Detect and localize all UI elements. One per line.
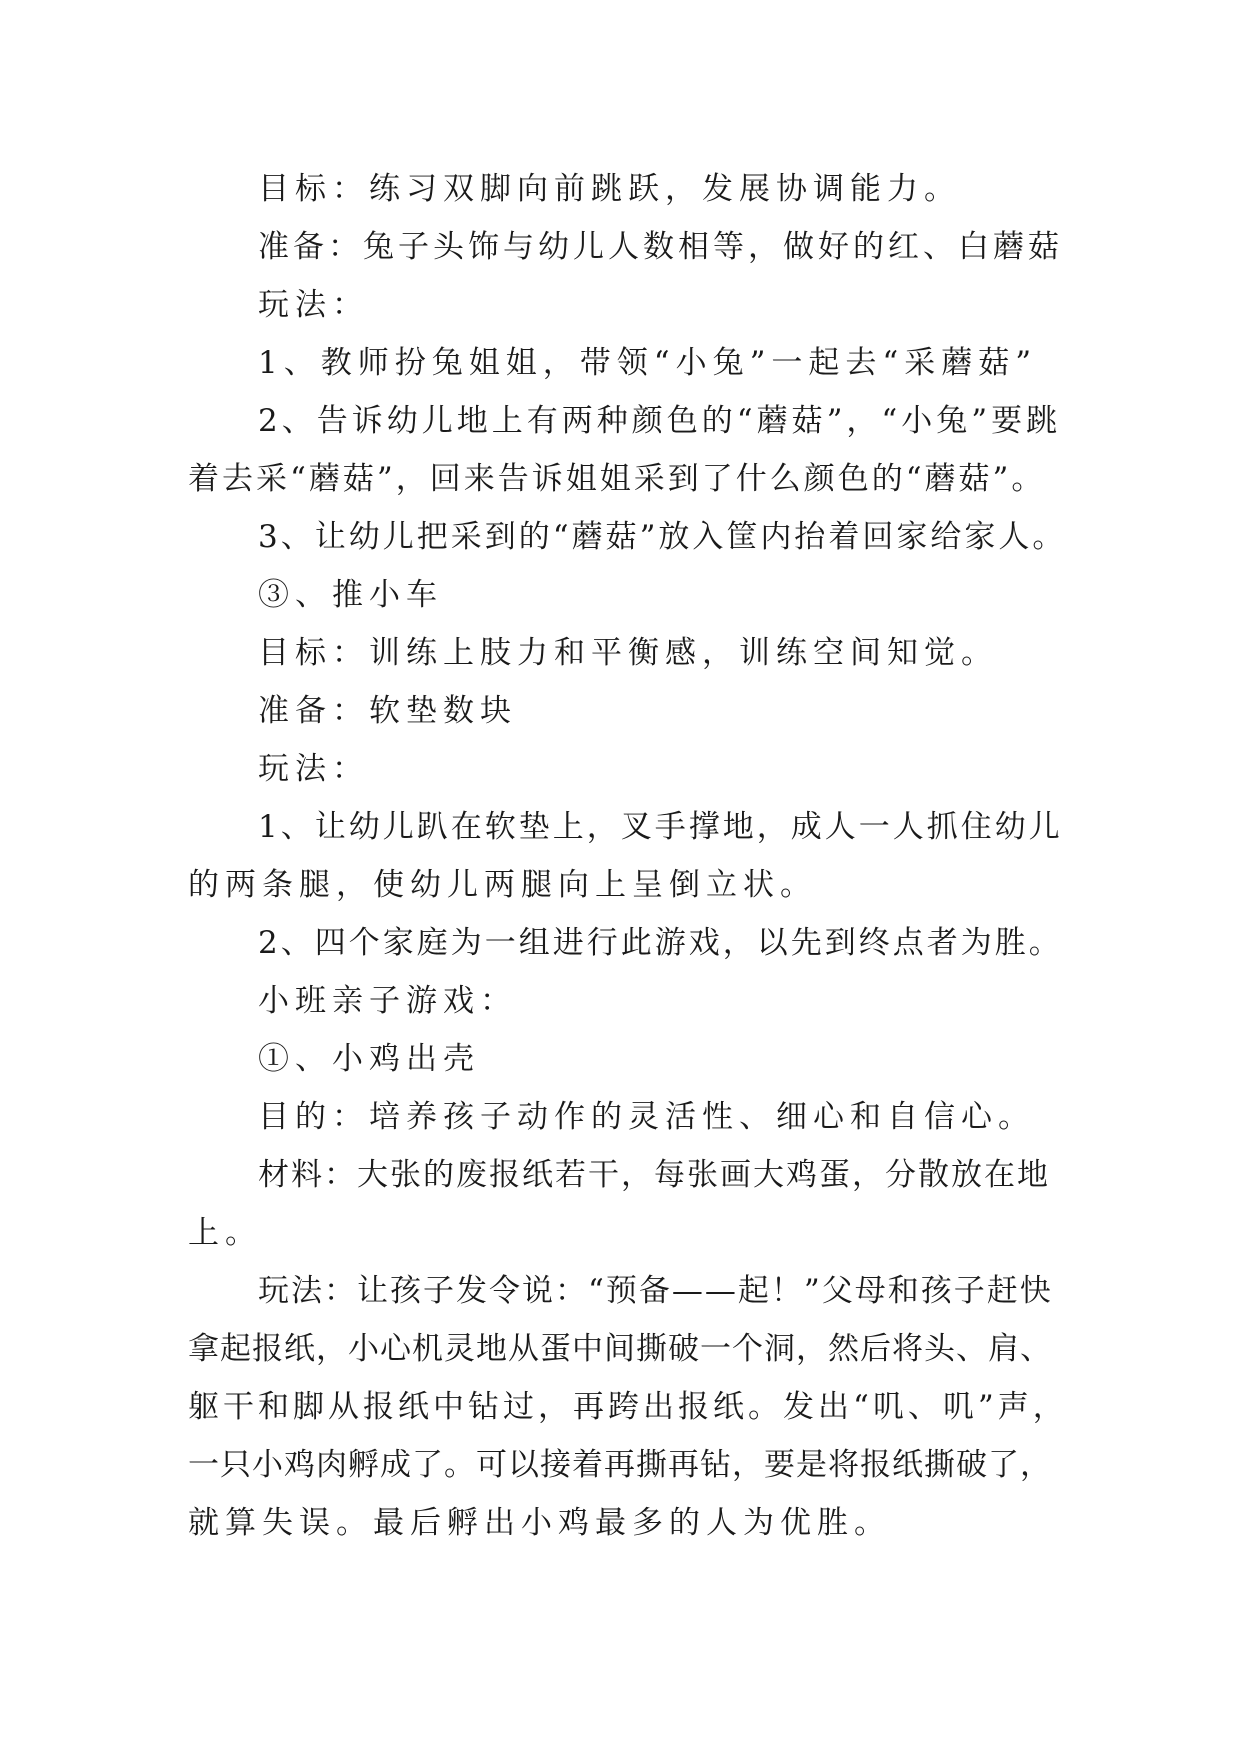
play-method-heading: 玩法： xyxy=(258,751,369,787)
step-2-continuation: 着去采“蘑菇”，回来告诉姐姐采到了什么颜色的“蘑菇”。 xyxy=(188,461,1046,497)
step-2-line: 2、告诉幼儿地上有两种颜色的“蘑菇”，“小兔”要跳 xyxy=(258,403,1062,439)
step-2-line: 2、四个家庭为一组进行此游戏，以先到终点者为胜。 xyxy=(258,925,1063,961)
goal-line: 目标：训练上肢力和平衡感，训练空间知觉。 xyxy=(258,635,998,671)
step-1-continuation: 的两条腿，使幼儿两腿向上呈倒立状。 xyxy=(188,867,817,903)
preparation-line: 准备：兔子头饰与幼儿人数相等，做好的红、白蘑菇 xyxy=(258,229,1063,265)
step-3-line: 3、让幼儿把采到的“蘑菇”放入筐内抬着回家给家人。 xyxy=(258,519,1067,555)
goal-line: 目标：练习双脚向前跳跃，发展协调能力。 xyxy=(258,171,961,207)
play-method-continuation: 就算失误。最后孵出小鸡最多的人为优胜。 xyxy=(188,1505,891,1541)
materials-continuation: 上。 xyxy=(188,1215,262,1251)
game-title-push-cart: ③、推小车 xyxy=(258,577,443,613)
materials-line: 材料：大张的废报纸若干，每张画大鸡蛋，分散放在地 xyxy=(258,1157,1050,1193)
play-method-continuation: 拿起报纸，小心机灵地从蛋中间撕破一个洞，然后将头、肩、 xyxy=(188,1331,1052,1367)
section-heading: 小班亲子游戏： xyxy=(258,983,517,1019)
document-page xyxy=(188,160,1068,1552)
game-title-chick-hatch: ①、小鸡出壳 xyxy=(258,1041,480,1077)
purpose-line: 目的：培养孩子动作的灵活性、细心和自信心。 xyxy=(258,1099,1035,1135)
play-method-line: 玩法：让孩子发令说：“预备——起！”父母和孩子赶快 xyxy=(258,1273,1053,1309)
play-method-heading: 玩法： xyxy=(258,287,369,323)
step-1-line: 1、让幼儿趴在软垫上，叉手撑地，成人一人抓住幼儿 xyxy=(258,809,1063,845)
step-1-line: 1、教师扮兔姐姐，带领“小兔”一起去“采蘑菇” xyxy=(258,345,1038,381)
play-method-continuation: 躯干和脚从报纸中钻过，再跨出报纸。发出“叽、叽”声， xyxy=(188,1389,1068,1425)
play-method-continuation: 一只小鸡肉孵成了。可以接着再撕再钻，要是将报纸撕破了， xyxy=(188,1447,1052,1483)
preparation-line: 准备：软垫数块 xyxy=(258,693,517,729)
